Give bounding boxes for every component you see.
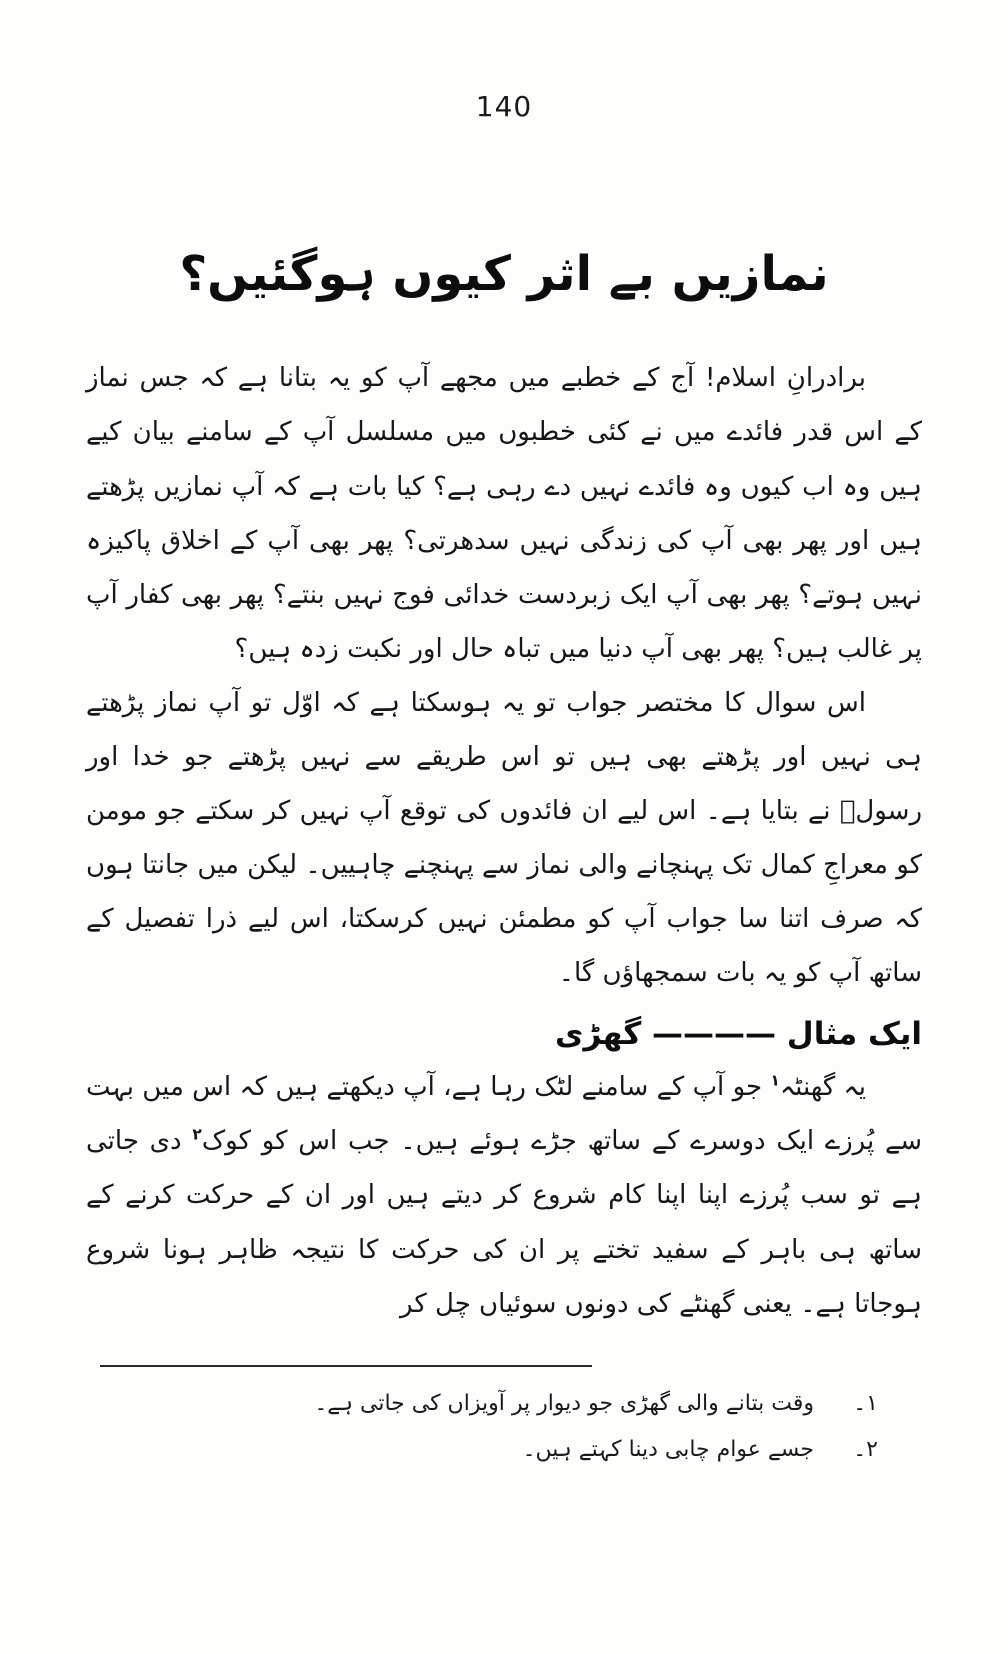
body-paragraph-1: برادرانِ اسلام! آج کے خطبے میں مجھے آپ کو یہ بتانا ہے کہ جس نماز کے اس قدر فائدے میں نے کئی خطبوں میں مسلسل آپ کے سامنے بیان کیے ہیں وہ اب کیوں وہ فائدے نہیں دے رہی ہے؟ کیا بات ہے کہ آپ نمازیں پڑھتے ہیں اور پھر بھی آپ کی زندگی نہیں سدھرتی؟ پھر بھی آپ کے اخلاق پاکیزہ نہیں ہوتے؟ پھر بھی آپ ایک زبردست خدائی فوج نہیں بنتے؟ پھر بھی کفار آپ پر غالب ہیں؟ پھر بھی آپ دنیا میں تباہ حال اور نکبت زدہ ہیں؟ (86, 363, 922, 664)
body-paragraph-3 (86, 1060, 922, 1330)
footnote-item (86, 1427, 878, 1473)
footnote-marker: ۲۔ (853, 1436, 878, 1462)
paragraph-text: یہ گھنٹہ (779, 1072, 867, 1103)
chapter-title: نمازیں بے اثر کیوں ہوگئیں؟ (179, 246, 829, 302)
paragraph-text: دی جاتی ہے تو سب پُرزے اپنا اپنا کام شروع کر دیتے ہیں اور ان کے حرکت کرنے کے ساتھ ہی باہر کے سفید تختے پر ان کی حرکت کا نتیجہ ظاہر ہونا شروع ہوجاتا ہے۔ یعنی گھنٹے کی دونوں سوئیاں چل کر (86, 1126, 922, 1319)
paragraph-text: جو آپ کے سامنے لٹک رہا ہے، آپ دیکھتے ہیں کہ اس میں بہت سے پُرزے ایک دوسرے کے ساتھ جڑے ہوئے ہیں۔ جب اس کو کوک (86, 1072, 922, 1157)
footnote-ref-1: ۱ (770, 1071, 780, 1090)
footnote-text: جسے عوام چابی دینا کہتے ہیں۔ (522, 1436, 814, 1462)
page-number: 140 (475, 90, 533, 123)
footnote-separator (100, 1365, 592, 1367)
section-subheading: ایک مثال ———— گھڑی (555, 1016, 922, 1053)
body-paragraph-2: اس سوال کا مختصر جواب تو یہ ہوسکتا ہے کہ اوّل تو آپ نماز پڑھتے ہی نہیں اور پڑھتے بھی ہیں تو اس طریقے سے نہیں پڑھتے جو خدا اور رسولؐ نے بتایا ہے۔ اس لیے ان فائدوں کی توقع آپ نہیں کر سکتے جو مومن کو معراجِ کمال تک پہنچانے والی نماز سے پہنچنے چاہییں۔ لیکن میں جانتا ہوں کہ صرف اتنا سا جواب آپ کو مطمئن نہیں کرسکتا، اس لیے ذرا تفصیل کے ساتھ آپ کو یہ بات سمجھاؤں گا۔ (86, 687, 922, 989)
footnote-marker: ۱۔ (853, 1390, 878, 1416)
footnote-ref-2: ۲ (192, 1125, 202, 1144)
footnote-item (86, 1381, 878, 1427)
footnote-list (86, 1381, 922, 1473)
page-content (86, 243, 922, 1473)
footnote-block (86, 1365, 922, 1473)
footnote-text: وقت بتانے والی گھڑی جو دیوار پر آویزاں کی جاتی ہے۔ (314, 1390, 814, 1416)
